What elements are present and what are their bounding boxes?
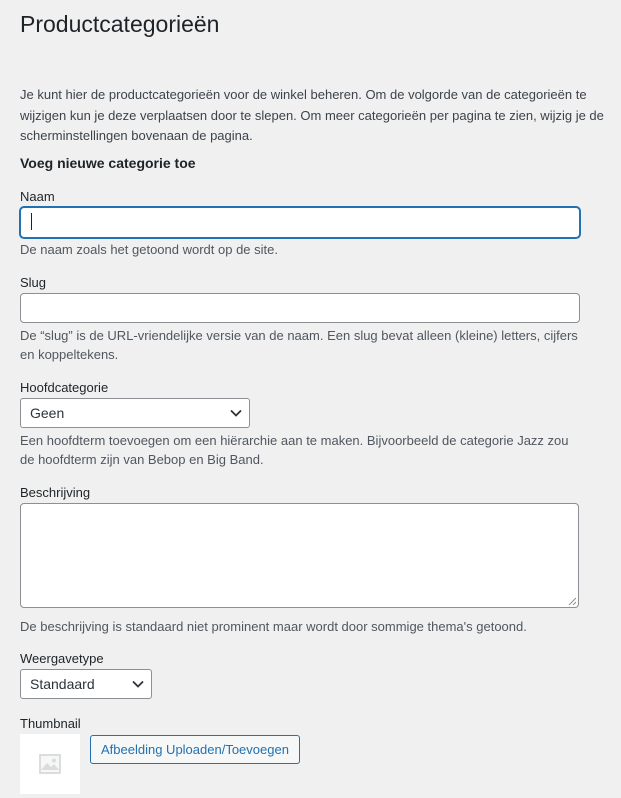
description-label: Beschrijving [20,485,91,500]
name-label: Naam [20,189,55,204]
thumbnail-preview [20,734,80,794]
resize-grip-icon[interactable] [568,597,576,605]
display-type-select[interactable] [20,669,152,699]
page-title: Productcategorieën [20,11,220,37]
slug-description: De “slug” is de URL-vriendelijke versie van de naam. Een slug bevat alleen (kleine) letters, cijfers en koppeltekens. [20,328,578,362]
text-caret [31,213,32,230]
upload-image-button[interactable]: Afbeelding Uploaden/Toevoegen [90,735,300,764]
description-textarea[interactable] [20,503,579,608]
image-placeholder-icon [38,752,62,776]
display-type-selected-value: Standaard [30,676,95,692]
slug-label: Slug [20,275,47,290]
slug-input[interactable] [20,293,580,323]
intro-text: Je kunt hier de productcategorieën voor de winkel beheren. Om de volgorde van de categorieën te wijzigen kun je deze verplaatsen door te slepen. Om meer categorieën per pagina te zien, wijzig je de scherminstellingen bovenaan de pagina. [20,87,604,143]
parent-selected-value: Geen [30,405,65,421]
description-help: De beschrijving is standaard niet prominent maar wordt door sommige thema's getoond. [20,619,527,634]
name-description: De naam zoals het getoond wordt op de site. [20,242,278,257]
parent-label: Hoofdcategorie [20,380,109,395]
add-category-heading: Voeg nieuwe categorie toe [20,155,196,171]
parent-description: Een hoofdterm toevoegen om een hiërarchie aan te maken. Bijvoorbeeld de categorie Jazz zou de hoofdterm zijn van Bebop en Big Band. [20,433,569,467]
chevron-down-icon [132,679,144,689]
parent-category-select[interactable] [20,398,250,428]
thumbnail-label: Thumbnail [20,716,81,731]
chevron-down-icon [230,408,242,418]
name-input[interactable] [20,207,580,238]
display-type-label: Weergavetype [20,651,104,666]
